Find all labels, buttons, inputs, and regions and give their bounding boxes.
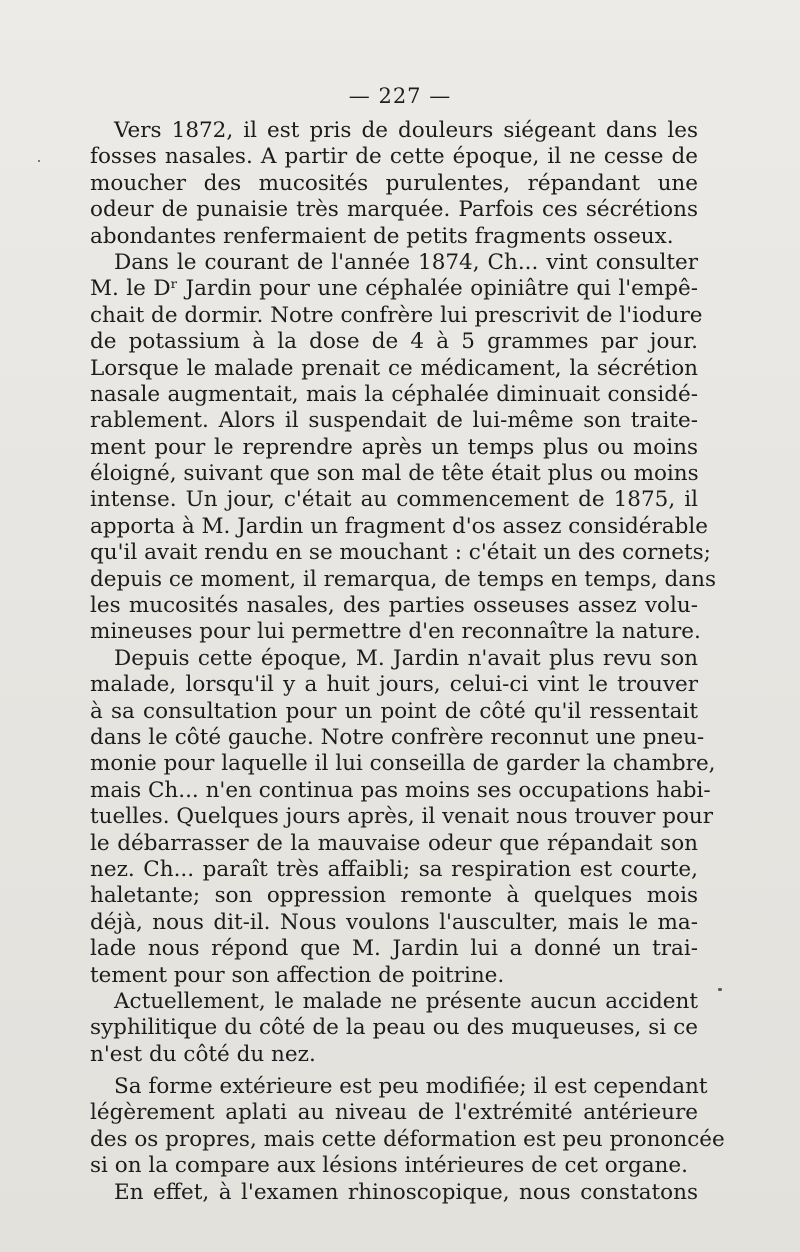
paragraph (90, 249, 716, 646)
paragraph (90, 118, 698, 250)
text-line: nez. Ch... paraît très affaibli; sa respiration est courte, (90, 856, 698, 882)
text-line: fosses nasales. A partir de cette époque, il ne cesse de (90, 144, 698, 170)
text-line: chait de dormir. Notre confrère lui prescrivit de l'iodure (90, 302, 703, 328)
text-line: ment pour le reprendre après un temps plus ou moins (90, 434, 698, 460)
body-text (90, 118, 725, 1206)
text-line: à sa consultation pour un point de côté qu'il ressentait (90, 698, 698, 724)
text-line: apporta à M. Jardin un fragment d'os assez considérable (90, 513, 708, 539)
page-number: — 227 — (348, 84, 452, 108)
text-line: depuis ce moment, il remarqua, de temps en temps, dans (90, 566, 716, 592)
text-line: monie pour laquelle il lui conseilla de garder la chambre, (90, 751, 716, 777)
text-line: si on la compare aux lésions intérieures de cet organe. (90, 1153, 688, 1179)
text-line: intense. Un jour, c'était au commencement de 1875, il (90, 487, 698, 513)
text-line: Sa forme extérieure est peu modifiée; il est cependant (114, 1074, 708, 1100)
text-line: En effet, à l'examen rhinoscopique, nous constatons (114, 1179, 698, 1205)
text-line: rablement. Alors il suspendait de lui-même son traite- (90, 408, 698, 434)
paragraph (90, 1180, 698, 1206)
text-line: haletante; son oppression remonte à quelques mois (90, 883, 698, 909)
paper-speck (718, 988, 722, 991)
text-line: Dans le courant de l'année 1874, Ch... vint consulter (114, 249, 698, 275)
text-line: dans le côté gauche. Notre confrère reconnut une pneu- (90, 724, 705, 750)
text-line: des os propres, mais cette déformation est peu prononcée (90, 1126, 725, 1152)
text-line: abondantes renfermaient de petits fragments osseux. (90, 223, 674, 249)
text-line: moucher des mucosités purulentes, répandant une (90, 170, 698, 196)
text-line: Depuis cette époque, M. Jardin n'avait plus revu son (114, 645, 698, 671)
text-line: tement pour son affection de poitrine. (90, 962, 505, 988)
paragraph (90, 645, 716, 989)
text-line: éloigné, suivant que son mal de tête était plus ou moins (90, 461, 699, 487)
text-line: Lorsque le malade prenait ce médicament, la sécrétion (90, 355, 698, 381)
text-line: tuelles. Quelques jours après, il venait nous trouver pour (90, 804, 714, 830)
text-line: lade nous répond que M. Jardin lui a donné un trai- (90, 936, 698, 962)
text-line: déjà, nous dit-il. Nous voulons l'ausculter, mais le ma- (90, 909, 698, 935)
text-line: le débarrasser de la mauvaise odeur que répandait son (90, 830, 698, 856)
paper-speck (38, 160, 40, 162)
text-line: odeur de punaisie très marquée. Parfois ces sécrétions (90, 197, 698, 223)
text-line: M. le Dʳ Jardin pour une céphalée opiniâtre qui l'empê- (90, 276, 698, 302)
text-line: nasale augmentait, mais la céphalée diminuait considé- (90, 381, 698, 407)
text-line: syphilitique du côté de la peau ou des muqueuses, si ce (90, 1015, 698, 1041)
text-line: Actuellement, le malade ne présente aucun accident (114, 988, 698, 1014)
text-line: de potassium à la dose de 4 à 5 grammes par jour. (90, 329, 698, 355)
text-line: les mucosités nasales, des parties osseuses assez volu- (90, 593, 698, 619)
text-line: mais Ch... n'en continua pas moins ses occupations habi- (90, 777, 711, 803)
paragraph (90, 1074, 725, 1180)
text-line: qu'il avait rendu en se mouchant : c'était un des cornets; (90, 540, 711, 566)
text-line: malade, lorsqu'il y a huit jours, celui-ci vint le trouver (90, 672, 698, 698)
text-line: n'est du côté du nez. (90, 1041, 316, 1067)
text-line: mineuses pour lui permettre d'en reconnaître la nature. (90, 619, 701, 645)
text-line: Vers 1872, il est pris de douleurs siégeant dans les (114, 118, 698, 143)
text-line: légèrement aplati au niveau de l'extrémité antérieure (90, 1100, 698, 1126)
paragraph (90, 989, 698, 1068)
